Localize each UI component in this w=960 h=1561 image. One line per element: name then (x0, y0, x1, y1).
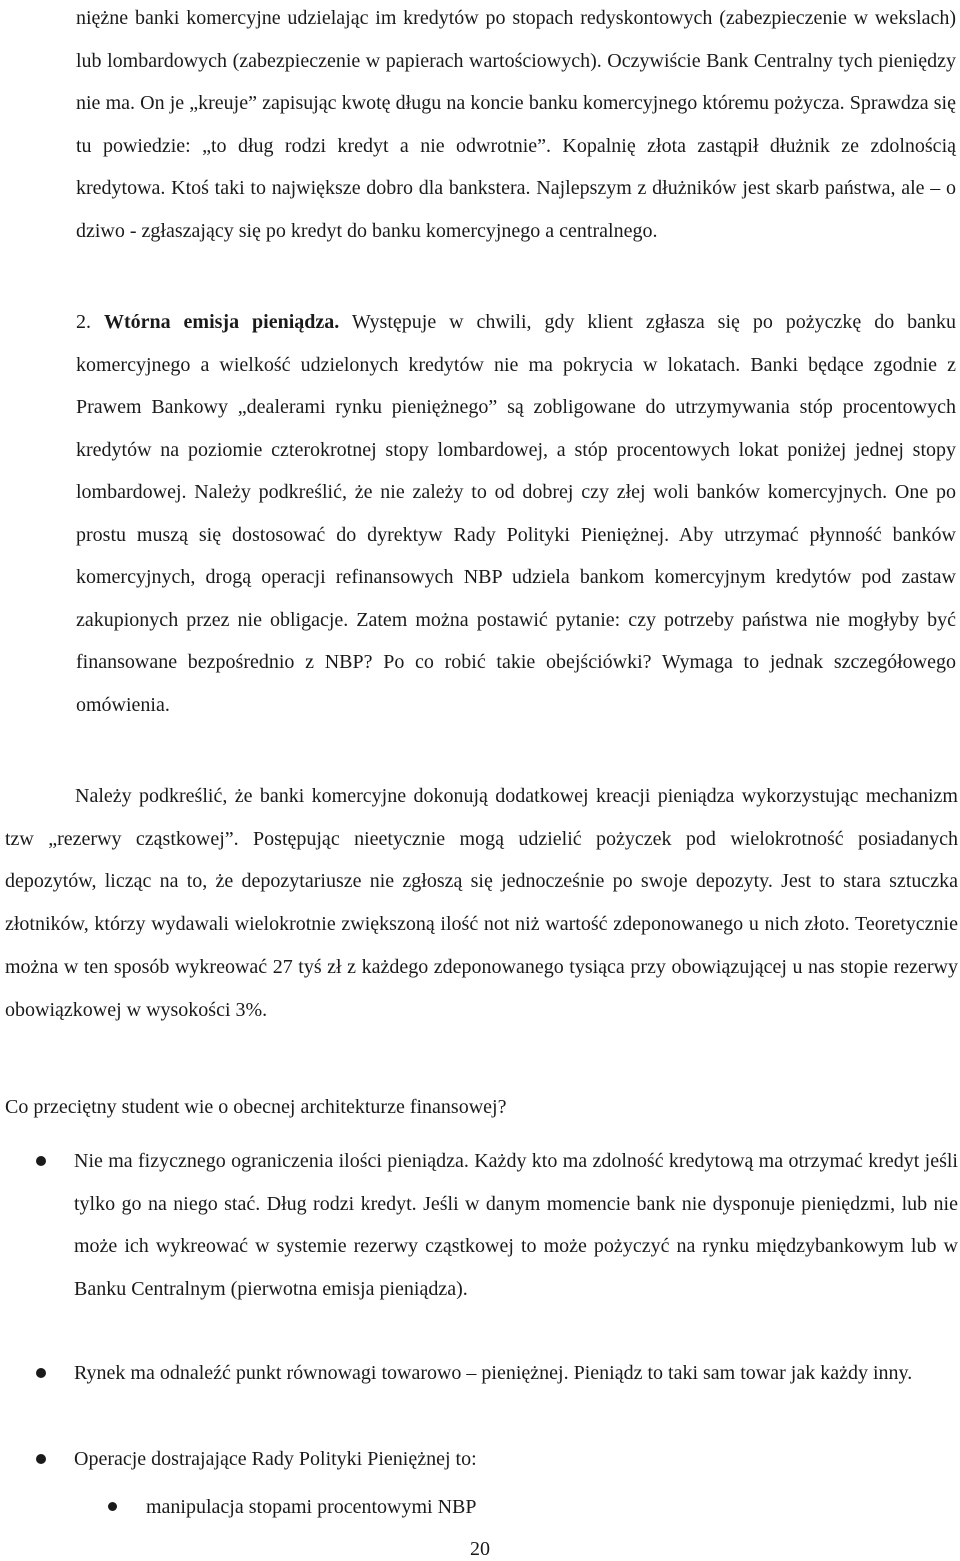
bullet-icon (36, 1156, 46, 1166)
sub-list-item-text: manipulacja stopami procentowymi NBP (146, 1496, 477, 1518)
sub-bullet-icon (108, 1502, 117, 1511)
list-item-text: Operacje dostrajające Rady Polityki Pieniężnej to: (74, 1448, 477, 1470)
sub-list-item (0, 1486, 960, 1530)
list-item-text: Nie ma fizycznego ograniczenia ilości pieniądza. Każdy kto ma zdolność kredytową ma otrzymać kredyt jeśli tylko go na niego stać. Dług rodzi kredyt. Jeśli w danym momencie bank nie dysponuje pieniędzmi, lub nie może ich wykreować w systemie rezerwy cząstkowej to może pożyczyć na rynku międzybankowym lub w Banku Centralnym (pierwotna emisja pieniądza). (74, 1150, 958, 1300)
section-number: 2. (76, 311, 91, 333)
section-title: Wtórna emisja pieniądza. (103, 311, 340, 333)
bullet-icon (36, 1368, 46, 1378)
question-line: Co przeciętny student wie o obecnej architekturze finansowej? (5, 1096, 507, 1118)
list-item (0, 1352, 960, 1442)
list-item-text: Rynek ma odnaleźć punkt równowagi towarowo – pieniężnej. Pieniądz to taki sam towar jak każdy inny. (74, 1362, 913, 1384)
list-item (0, 1438, 960, 1482)
bullet-icon (36, 1454, 46, 1464)
paragraph-continuation: niężne banki komercyjne udzielając im kredytów po stopach redyskontowych (zabezpieczenie w wekslach) lub lombardowych (zabezpieczenie w papierach wartościowych). Oczywiście Bank Centralny tych pieniędzy nie ma. On je „kreuje” zapisując kwotę długu na koncie banku komercyjnego któremu pożycza. Sprawdza się tu powiedzie: „to dług rodzi kredyt a nie odwrotnie”. Kopalnię złota zastąpił dłużnik ze zdolnością kredytowa. Ktoś taki to największe dobro dla bankstera. Najlepszym z dłużników jest skarb państwa, ale – o dziwo - zgłaszający się po kredyt do banku komercyjnego a centralnego. (76, 7, 956, 242)
list-item (0, 1140, 960, 1360)
paragraph-reserve: Należy podkreślić, że banki komercyjne dokonują dodatkowej kreacji pieniądza wykorzystując mechanizm tzw „rezerwy cząstkowej”. Postępując nieetycznie mogą udzielić pożyczek pod wielokrotność posiadanych depozytów, licząc na to, że depozytariusze nie zgłoszą się jednocześnie po swoje depozyty. Jest to stara sztuczka złotników, którzy wydawali wielokrotnie zwiększoną ilość not niż wartość zdeponowanego u nich złoto. Teoretycznie można w ten sposób wykreować 27 tyś zł z każdego zdeponowanego tysiąca przy obowiązującej u nas stopie rezerwy obowiązkowej w wysokości 3%. (5, 785, 958, 1021)
page-number: 20 (470, 1538, 490, 1560)
section-text: Występuje w chwili, gdy klient zgłasza się po pożyczkę do banku komercyjnego a wielkość udzielonych kredytów nie ma pokrycia w lokatach. Banki będące zgodnie z Prawem Bankowy „dealerami rynku pieniężnego” są zobligowane do utrzymywania stóp procentowych kredytów na poziomie czterokrotnej stopy lombardowej, a stóp procentowych lokat poniżej jednej stopy lombardowej. Należy podkreślić, że nie zależy to od dobrej czy złej woli banków komercyjnych. One po prostu muszą się dostosować do dyrektyw Rady Polityki Pieniężnej. Aby utrzymać płynność banków komercyjnych, drogą operacji refinansowych NBP udziela bankom komercyjnym kredytów pod zastaw zakupionych przez nie obligacje. Zatem można postawić pytanie: czy potrzeby państwa nie mogłyby być finansowane bezpośrednio z NBP? Po co robić takie obejściówki? Wymaga to jednak szczegółowego omówienia. (76, 311, 957, 716)
section-2-paragraph (76, 301, 956, 726)
